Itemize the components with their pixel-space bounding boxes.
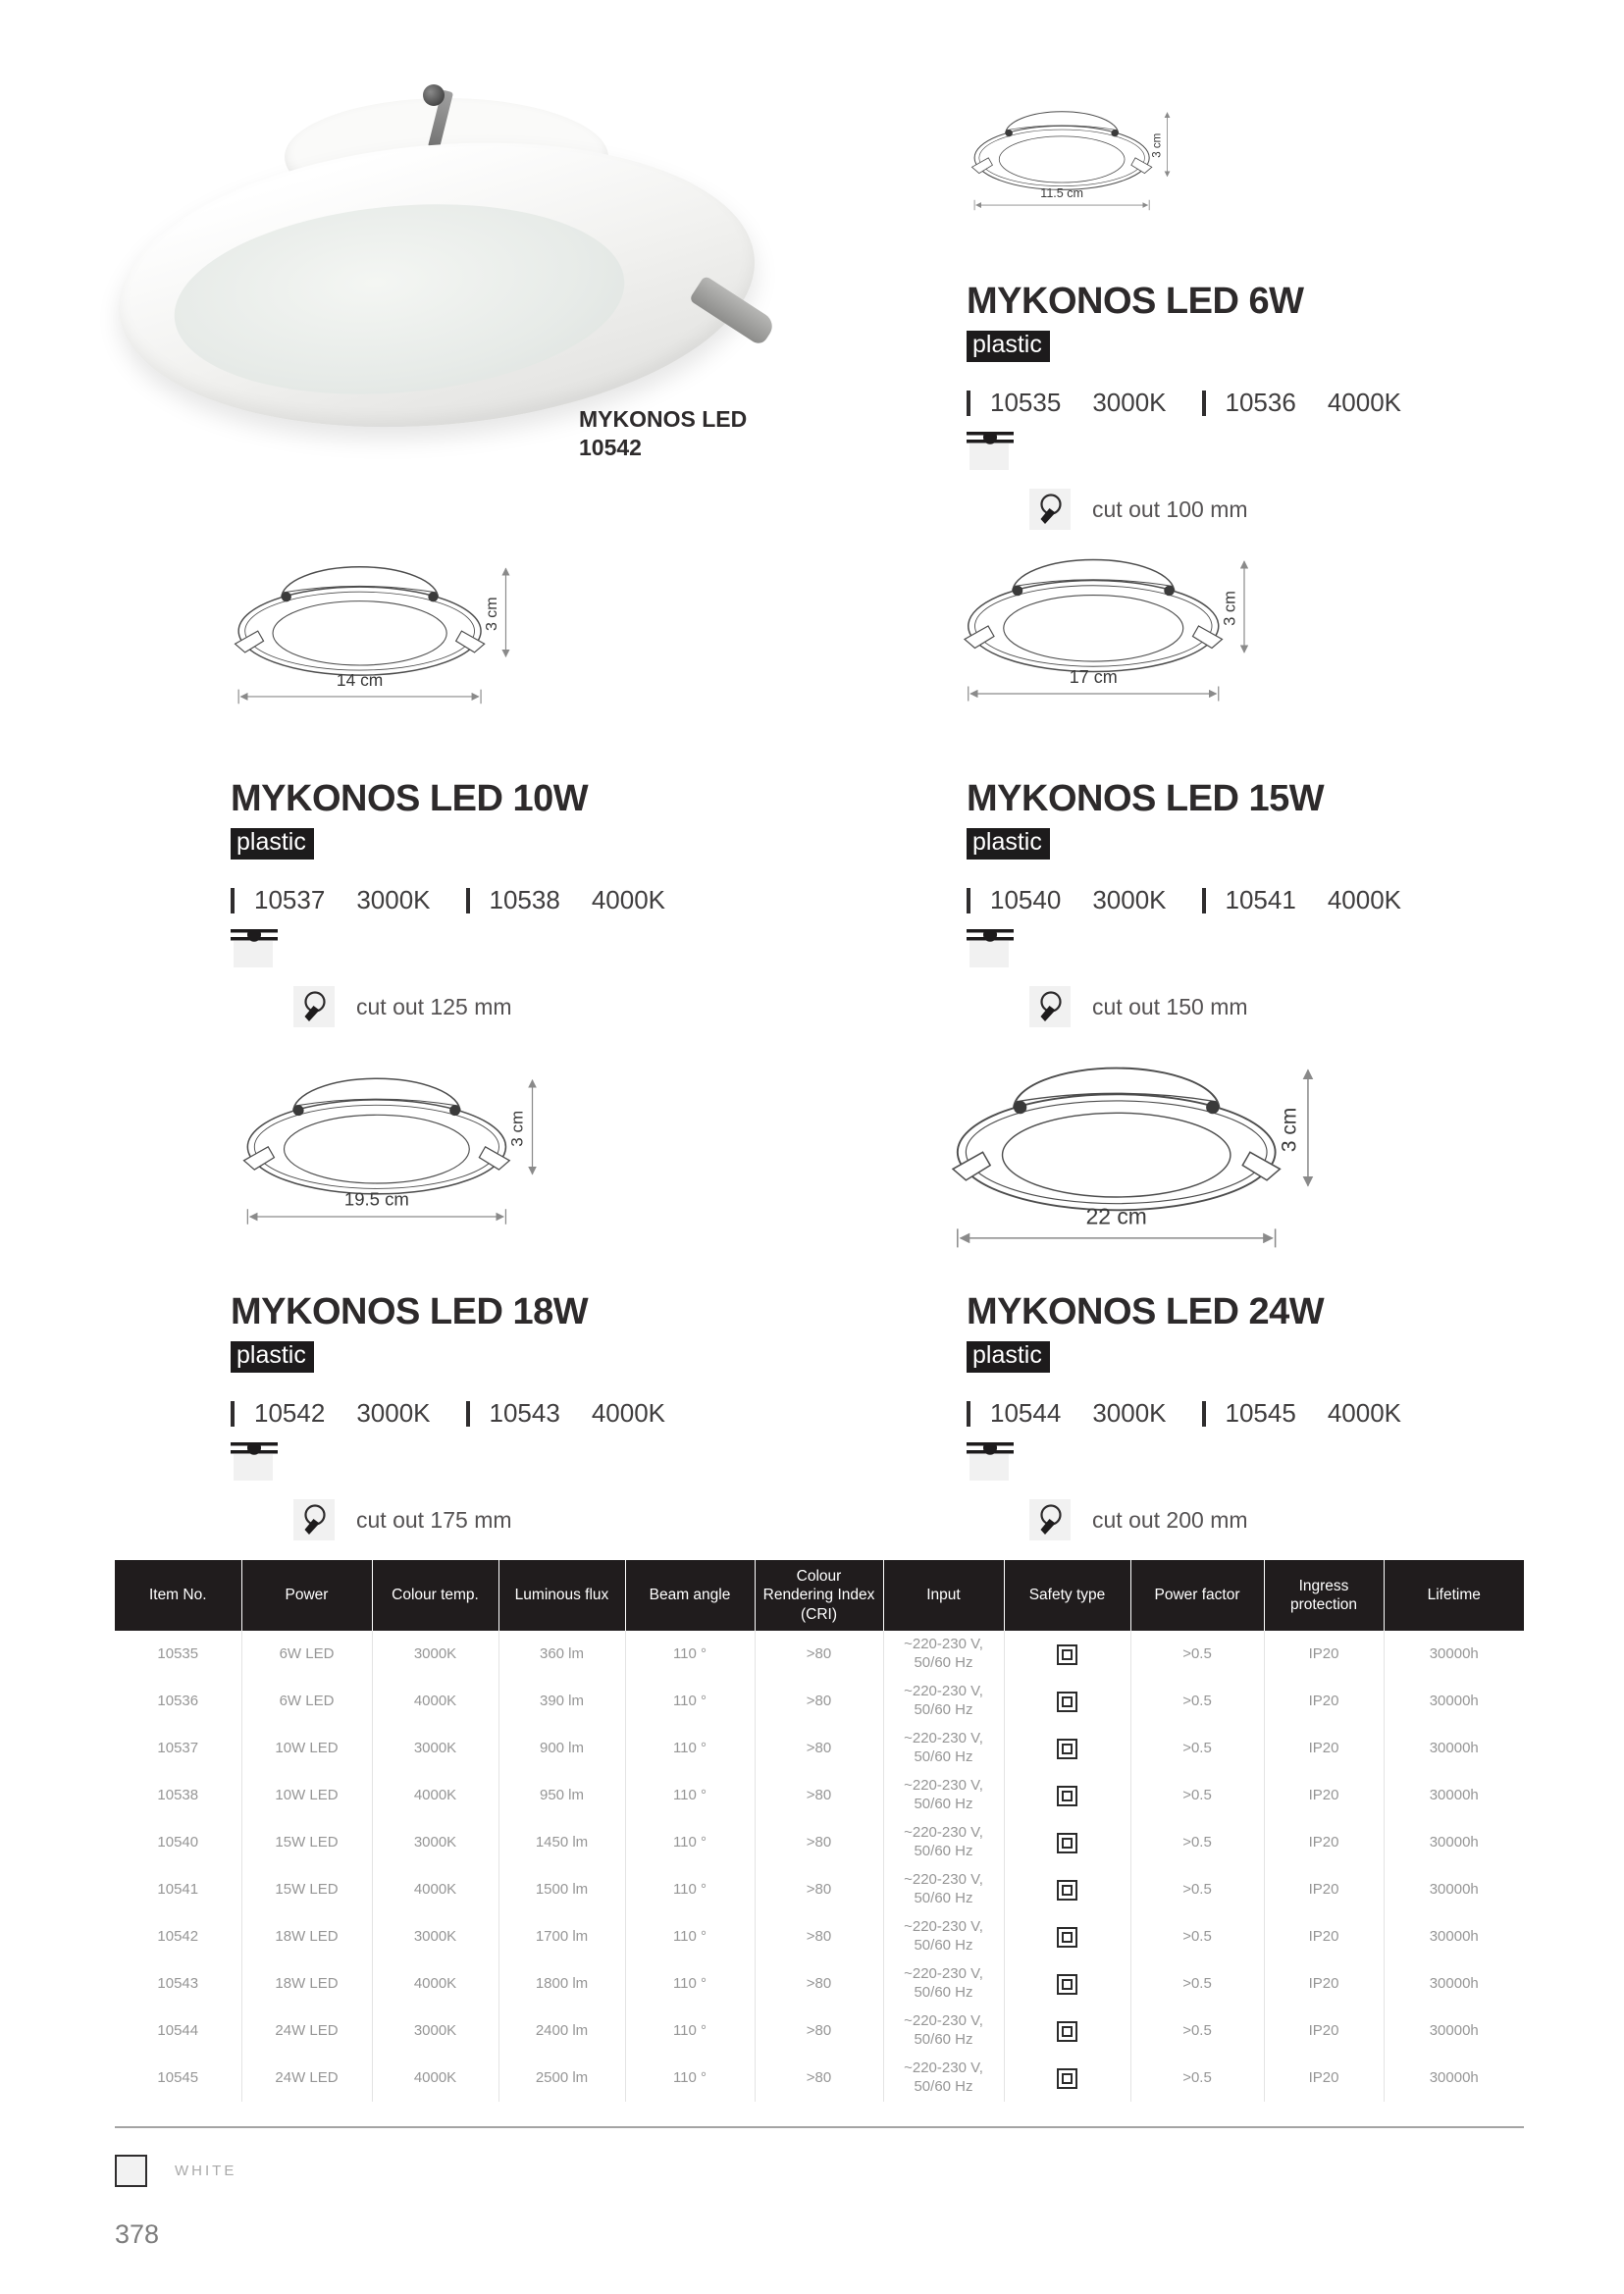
variant-checkbox[interactable]: [231, 888, 235, 913]
variant-checkbox[interactable]: [466, 1401, 470, 1427]
cutout-drill-icon: [1029, 986, 1071, 1027]
cell: >80: [755, 1678, 883, 1725]
col-header: Colour temp.: [372, 1560, 498, 1631]
tech-drawing-6w: [962, 96, 1178, 220]
cell: IP20: [1264, 1913, 1384, 1960]
height-dimension-label: 3 cm: [1151, 132, 1164, 158]
cell: 110 °: [625, 1913, 755, 1960]
cell: 110 °: [625, 1678, 755, 1725]
cell: 3000K: [372, 1913, 498, 1960]
cell: 30000h: [1429, 2068, 1479, 2086]
cell: 4000K: [372, 1960, 498, 2007]
white-swatch-checkbox[interactable]: [115, 2155, 147, 2187]
cell: 10538: [115, 1772, 241, 1819]
cell: [1004, 1772, 1130, 1819]
cell: [1004, 2055, 1130, 2102]
material-badge: plastic: [231, 1341, 314, 1374]
cell: 1450 lm: [498, 1819, 625, 1866]
material-badge: plastic: [967, 1341, 1050, 1374]
cell: 2400 lm: [498, 2007, 625, 2055]
variant-code: 10538: [489, 885, 560, 915]
cell: >0.5: [1130, 1960, 1264, 2007]
tech-drawing-24w: [934, 1040, 1327, 1265]
class-ii-icon: [1057, 1833, 1077, 1853]
cell: >0.5: [1130, 1631, 1264, 1678]
recessed-mount-icon: [967, 929, 1014, 968]
variant-colour-temp: 4000K: [1327, 388, 1401, 418]
cell: 1800 lm: [498, 1960, 625, 2007]
class-ii-icon: [1057, 1739, 1077, 1759]
cutout-row: [293, 1499, 653, 1540]
variant-colour-temp: 4000K: [1327, 885, 1401, 915]
variant-row: [231, 1398, 665, 1429]
table-header-row: [115, 1560, 1524, 1631]
material-badge: plastic: [967, 331, 1050, 363]
cell: [1004, 1866, 1130, 1913]
cell: 390 lm: [498, 1678, 625, 1725]
cell: 15W LED: [241, 1819, 372, 1866]
cell: 30000h: [1429, 1927, 1479, 1945]
product-section-18w: [231, 1291, 665, 1540]
cell: >0.5: [1130, 1678, 1264, 1725]
cell: 10535: [115, 1631, 241, 1678]
cell: >80: [755, 1725, 883, 1772]
variant-checkbox[interactable]: [967, 391, 970, 416]
recessed-mount-icon: [967, 1442, 1014, 1482]
tech-drawing-10w: [221, 546, 520, 716]
colour-swatch-white: [115, 2155, 236, 2187]
variant-colour-temp: 4000K: [1327, 1398, 1401, 1429]
cell: 10544: [115, 2007, 241, 2055]
cell: 10543: [115, 1960, 241, 2007]
cell: >80: [755, 1913, 883, 1960]
cell: >80: [755, 1819, 883, 1866]
cell: IP20: [1264, 2055, 1384, 2102]
cell: 10540: [115, 1819, 241, 1866]
cell: IP20: [1264, 1866, 1384, 1913]
variant-row: [967, 1398, 1401, 1429]
variant-colour-temp: 3000K: [1092, 388, 1167, 418]
width-dimension-label: 11.5 cm: [1040, 186, 1084, 201]
cutout-drill-icon: [293, 986, 335, 1027]
cell: 110 °: [625, 2007, 755, 2055]
cell: ~220-230 V, 50/60 Hz: [883, 1772, 1004, 1819]
product-title: MYKONOS LED 18W: [231, 1291, 589, 1332]
col-header: Safety type: [1004, 1560, 1130, 1631]
variant-code: 10542: [254, 1398, 326, 1429]
page-number: 378: [115, 2219, 160, 2249]
cell: 3000K: [372, 2007, 498, 2055]
variant-code: 10543: [489, 1398, 560, 1429]
variant-row: [967, 885, 1401, 915]
cell: 110 °: [625, 1725, 755, 1772]
col-header: Power: [241, 1560, 372, 1631]
cutout-row: [293, 986, 653, 1027]
cutout-row: [1029, 986, 1388, 1027]
width-dimension-label: 22 cm: [1085, 1203, 1147, 1229]
cell: >80: [755, 2007, 883, 2055]
cell: IP20: [1264, 2007, 1384, 2055]
class-ii-icon: [1057, 1692, 1077, 1712]
cell: 10542: [115, 1913, 241, 1960]
variant-colour-temp: 3000K: [356, 1398, 431, 1429]
cutout-label: cut out 200 mm: [1092, 1506, 1248, 1533]
table-row: [115, 1819, 1524, 1866]
cell: 10W LED: [241, 1725, 372, 1772]
cell: IP20: [1264, 1725, 1384, 1772]
variant-colour-temp: 4000K: [591, 885, 665, 915]
cell: [1004, 1725, 1130, 1772]
cell: [1004, 1819, 1130, 1866]
width-dimension-label: 17 cm: [1069, 666, 1118, 687]
cell: >80: [755, 1866, 883, 1913]
variant-code: 10544: [990, 1398, 1062, 1429]
cell: >80: [755, 1631, 883, 1678]
product-title: MYKONOS LED 6W: [967, 281, 1304, 322]
footer-divider: [115, 2126, 1524, 2128]
photo-caption: [579, 405, 747, 462]
col-header: Input: [883, 1560, 1004, 1631]
cell: ~220-230 V, 50/60 Hz: [883, 1819, 1004, 1866]
cell: 110 °: [625, 1772, 755, 1819]
cell: 30000h: [1429, 1833, 1479, 1851]
photo-screw: [423, 84, 445, 106]
variant-checkbox[interactable]: [967, 888, 970, 913]
product-section-10w: [231, 778, 665, 1027]
cell: 10545: [115, 2055, 241, 2102]
cell: IP20: [1264, 1819, 1384, 1866]
recessed-mount-icon: [231, 1442, 278, 1482]
table-row: [115, 1866, 1524, 1913]
cell: IP20: [1264, 1772, 1384, 1819]
variant-checkbox[interactable]: [1202, 888, 1206, 913]
cell: 30000h: [1429, 1880, 1479, 1898]
table-row: [115, 2007, 1524, 2055]
cutout-label: cut out 125 mm: [356, 993, 512, 1019]
product-title: MYKONOS LED 15W: [967, 778, 1325, 819]
cell: [1004, 2007, 1130, 2055]
variant-code: 10541: [1225, 885, 1296, 915]
cell: 1500 lm: [498, 1866, 625, 1913]
cell: 110 °: [625, 1866, 755, 1913]
cell: 30000h: [1429, 2021, 1479, 2039]
spec-table: [115, 1560, 1524, 2102]
cell: >80: [755, 1960, 883, 2007]
col-header: Power factor: [1130, 1560, 1264, 1631]
cutout-drill-icon: [293, 1499, 335, 1540]
cell: ~220-230 V, 50/60 Hz: [883, 1631, 1004, 1678]
cell: >80: [755, 2055, 883, 2102]
product-photo: [113, 88, 780, 451]
variant-code: 10537: [254, 885, 326, 915]
cell: 950 lm: [498, 1772, 625, 1819]
cell: 6W LED: [241, 1631, 372, 1678]
variant-code: 10536: [1225, 388, 1296, 418]
cell: 360 lm: [498, 1631, 625, 1678]
table-row: [115, 1913, 1524, 1960]
class-ii-icon: [1057, 1927, 1077, 1948]
col-header: Colour Rendering Index (CRI): [755, 1560, 883, 1631]
cell: >0.5: [1130, 2055, 1264, 2102]
cell: [1004, 1631, 1130, 1678]
product-section-24w: [967, 1291, 1401, 1540]
product-title: MYKONOS LED 10W: [231, 778, 589, 819]
cell: 30000h: [1429, 1974, 1479, 1992]
cell: >0.5: [1130, 1725, 1264, 1772]
cell: 2500 lm: [498, 2055, 625, 2102]
variant-colour-temp: 3000K: [1092, 885, 1167, 915]
cutout-row: [1029, 489, 1388, 530]
cutout-label: cut out 100 mm: [1092, 495, 1248, 522]
cell: [1004, 1960, 1130, 2007]
cell: 900 lm: [498, 1725, 625, 1772]
width-dimension-label: 14 cm: [336, 670, 384, 691]
variant-code: 10540: [990, 885, 1062, 915]
cell: 110 °: [625, 2055, 755, 2102]
table-row: [115, 1725, 1524, 1772]
cell: 110 °: [625, 1819, 755, 1866]
variant-checkbox[interactable]: [967, 1401, 970, 1427]
photo-caption-code: 10542: [579, 435, 642, 460]
table-row: [115, 1631, 1524, 1678]
cell: ~220-230 V, 50/60 Hz: [883, 1913, 1004, 1960]
variant-row: [231, 885, 665, 915]
width-dimension-label: 19.5 cm: [343, 1188, 409, 1210]
material-badge: plastic: [231, 828, 314, 860]
cell: 4000K: [372, 1772, 498, 1819]
cell: >0.5: [1130, 1772, 1264, 1819]
col-header: Ingress protection: [1264, 1560, 1384, 1631]
cell: ~220-230 V, 50/60 Hz: [883, 2007, 1004, 2055]
cell: 24W LED: [241, 2055, 372, 2102]
tech-drawing-15w: [950, 538, 1259, 714]
variant-colour-temp: 4000K: [591, 1398, 665, 1429]
cell: ~220-230 V, 50/60 Hz: [883, 1960, 1004, 2007]
product-section-6w: [967, 281, 1401, 530]
height-dimension-label: 3 cm: [1221, 591, 1239, 626]
cell: 18W LED: [241, 1913, 372, 1960]
variant-colour-temp: 3000K: [356, 885, 431, 915]
cutout-row: [1029, 1499, 1388, 1540]
cell: 30000h: [1429, 1644, 1479, 1662]
cell: 6W LED: [241, 1678, 372, 1725]
col-header: Item No.: [115, 1560, 241, 1631]
recessed-mount-icon: [231, 929, 278, 968]
cell: 18W LED: [241, 1960, 372, 2007]
cell: >0.5: [1130, 1866, 1264, 1913]
cell: 4000K: [372, 2055, 498, 2102]
cell: >80: [755, 1772, 883, 1819]
class-ii-icon: [1057, 1974, 1077, 1995]
table-row: [115, 1960, 1524, 2007]
tech-drawing-18w: [229, 1056, 548, 1238]
height-dimension-label: 3 cm: [507, 1110, 527, 1147]
variant-row: [967, 388, 1401, 418]
cell: >0.5: [1130, 1913, 1264, 1960]
cell: 10W LED: [241, 1772, 372, 1819]
variant-checkbox[interactable]: [231, 1401, 235, 1427]
cell: 110 °: [625, 1960, 755, 2007]
cutout-drill-icon: [1029, 489, 1071, 530]
cell: IP20: [1264, 1631, 1384, 1678]
cell: 3000K: [372, 1819, 498, 1866]
cell: IP20: [1264, 1678, 1384, 1725]
cell: 1700 lm: [498, 1913, 625, 1960]
photo-caption-name: MYKONOS LED: [579, 406, 748, 432]
cell: 10541: [115, 1866, 241, 1913]
cell: 30000h: [1429, 1692, 1479, 1709]
cell: 24W LED: [241, 2007, 372, 2055]
cell: 4000K: [372, 1678, 498, 1725]
material-badge: plastic: [967, 828, 1050, 860]
col-header: Beam angle: [625, 1560, 755, 1631]
variant-checkbox[interactable]: [466, 888, 470, 913]
cutout-drill-icon: [1029, 1499, 1071, 1540]
class-ii-icon: [1057, 2021, 1077, 2042]
cutout-label: cut out 175 mm: [356, 1506, 512, 1533]
cell: ~220-230 V, 50/60 Hz: [883, 1866, 1004, 1913]
cell: >0.5: [1130, 2007, 1264, 2055]
height-dimension-label: 3 cm: [1278, 1107, 1301, 1153]
product-section-15w: [967, 778, 1401, 1027]
product-title: MYKONOS LED 24W: [967, 1291, 1325, 1332]
variant-code: 10535: [990, 388, 1062, 418]
cell: ~220-230 V, 50/60 Hz: [883, 2055, 1004, 2102]
col-header: Luminous flux: [498, 1560, 625, 1631]
cell: 3000K: [372, 1725, 498, 1772]
swatch-label: WHITE: [175, 2163, 237, 2179]
cell: 10537: [115, 1725, 241, 1772]
variant-checkbox[interactable]: [1202, 391, 1206, 416]
cell: ~220-230 V, 50/60 Hz: [883, 1725, 1004, 1772]
variant-checkbox[interactable]: [1202, 1401, 1206, 1427]
cell: [1004, 1913, 1130, 1960]
class-ii-icon: [1057, 2068, 1077, 2089]
cell: 3000K: [372, 1631, 498, 1678]
variant-colour-temp: 3000K: [1092, 1398, 1167, 1429]
cell: 15W LED: [241, 1866, 372, 1913]
table-row: [115, 2055, 1524, 2102]
cell: IP20: [1264, 1960, 1384, 2007]
cell: 110 °: [625, 1631, 755, 1678]
table-row: [115, 1772, 1524, 1819]
cell: 10536: [115, 1678, 241, 1725]
cutout-label: cut out 150 mm: [1092, 993, 1248, 1019]
col-header: Lifetime: [1384, 1560, 1524, 1631]
cell: 30000h: [1429, 1786, 1479, 1803]
class-ii-icon: [1057, 1644, 1077, 1665]
class-ii-icon: [1057, 1880, 1077, 1901]
cell: [1004, 1678, 1130, 1725]
cell: ~220-230 V, 50/60 Hz: [883, 1678, 1004, 1725]
table-row: [115, 1678, 1524, 1725]
recessed-mount-icon: [967, 432, 1014, 471]
height-dimension-label: 3 cm: [484, 597, 501, 632]
cell: 4000K: [372, 1866, 498, 1913]
variant-code: 10545: [1225, 1398, 1296, 1429]
cell: >0.5: [1130, 1819, 1264, 1866]
cell: 30000h: [1429, 1739, 1479, 1756]
class-ii-icon: [1057, 1786, 1077, 1806]
